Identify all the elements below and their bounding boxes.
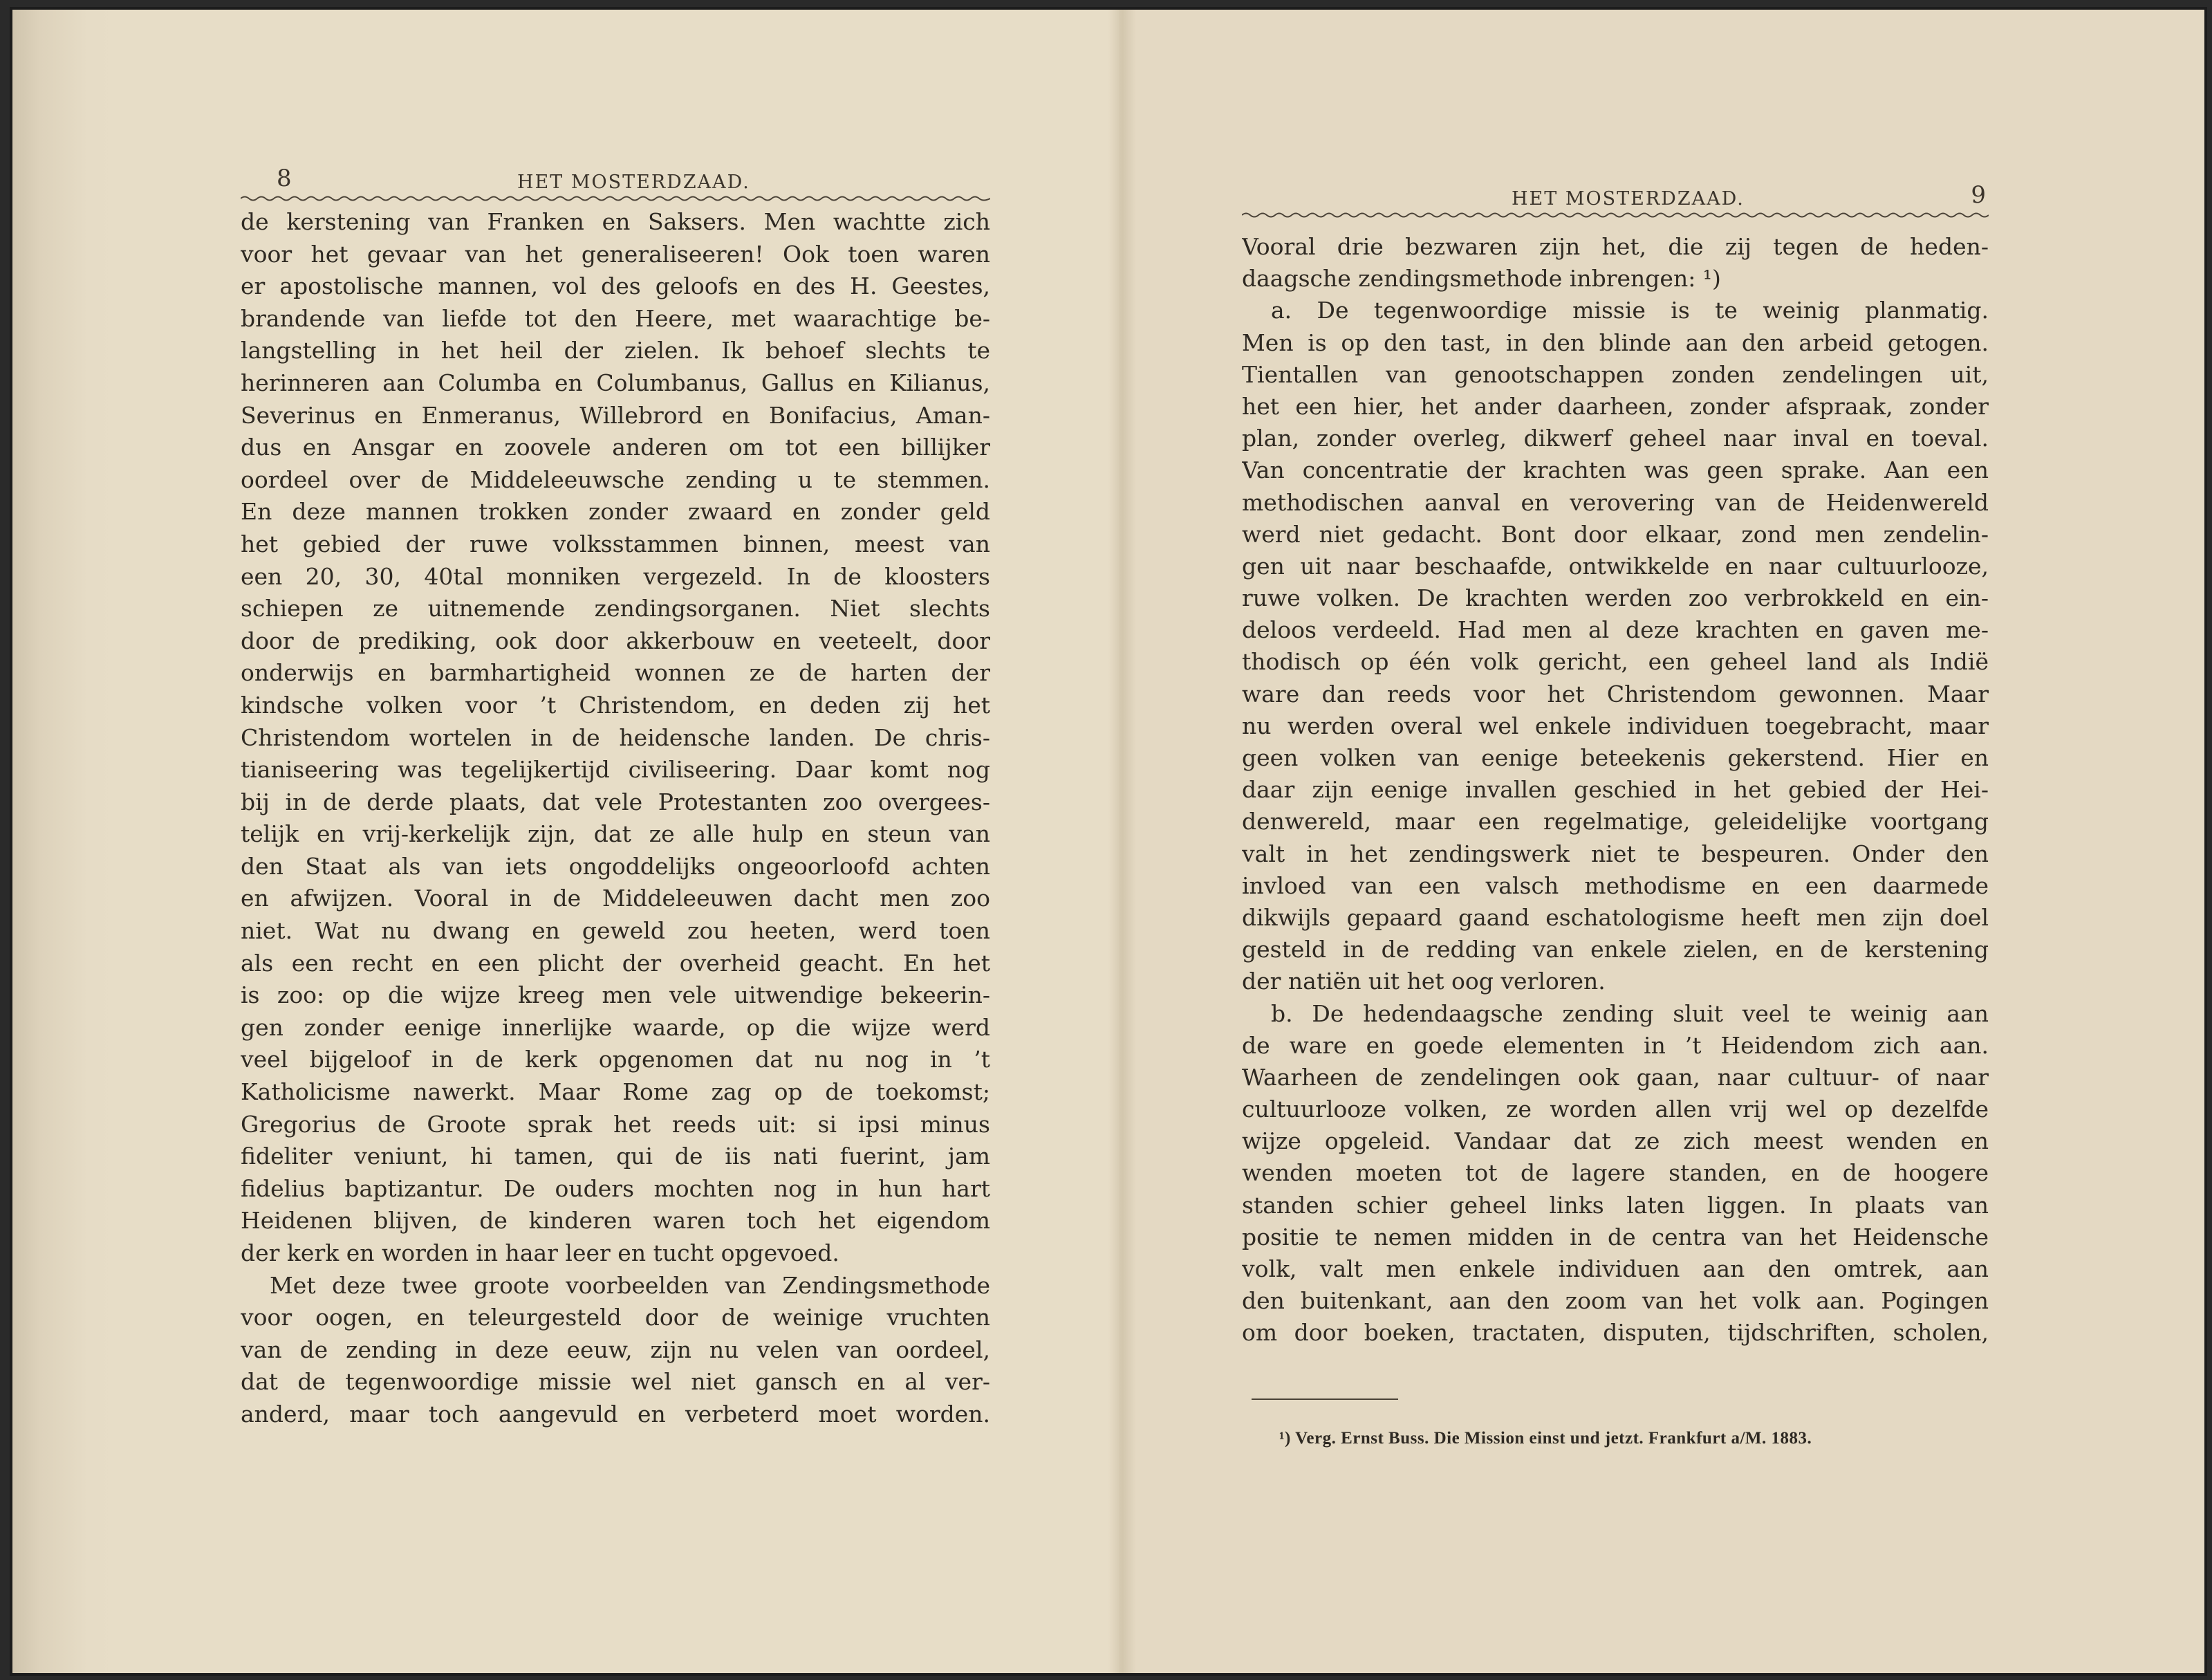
text-line: het gebied der ruwe volksstammen binnen, meest van: [241, 530, 990, 557]
page-number: 8: [277, 165, 292, 192]
text-line: bij in de derde plaats, dat vele Protestanten zoo overgees-: [241, 788, 990, 815]
text-line: gen uit naar beschaafde, ontwikkelde en naar cultuurlooze,: [1242, 552, 1989, 580]
text-line: oordeel over de Middeleeuwsche zending u te stemmen.: [241, 465, 990, 493]
text-line: dikwijls gepaard gaand eschatologisme heeft men zijn doel: [1242, 903, 1989, 931]
text-line: denwereld, maar een regelmatige, geleidelijke voortgang: [1242, 808, 1989, 836]
text-line: nu werden overal wel enkele individuen toegebracht, maar: [1242, 712, 1989, 739]
text-line: plan, zonder overleg, dikwerf geheel naar inval en toeval.: [1242, 425, 1989, 452]
text-line: schiepen ze uitnemende zendingsorganen. Niet slechts: [241, 595, 990, 622]
text-line: langstelling in het heil der zielen. Ik behoef slechts te: [241, 337, 990, 364]
text-line: cultuurlooze volken, ze worden allen vrij wel op dezelfde: [1242, 1096, 1989, 1123]
text-line: voor het gevaar van het generaliseeren! Ook toen waren: [241, 240, 990, 268]
text-line: Men is op den tast, in den blinde aan den arbeid getogen.: [1242, 329, 1989, 356]
text-line: den Staat als van iets ongoddelijks ongeoorloofd achten: [241, 852, 990, 880]
right-running-head: [1242, 181, 1989, 220]
text-line: de kerstening van Franken en Saksers. Men wachtte zich: [241, 208, 990, 235]
text-line: Gregorius de Groote sprak het reeds uit: si ipsi minus: [241, 1110, 990, 1138]
text-line: gesteld in de redding van enkele zielen, en de kerstening: [1242, 936, 1989, 963]
left-body-text: [241, 206, 990, 1431]
text-line: tianiseering was tegelijkertijd civiliseering. Daar komt nog: [241, 756, 990, 784]
text-line: invloed van een valsch methodisme en een daarmede: [1242, 871, 1989, 899]
text-line: anderd, maar toch aangevuld en verbeterd moet worden.: [241, 1400, 990, 1428]
text-line: Met deze twee groote voorbeelden van Zendingsmethode: [270, 1271, 990, 1299]
text-line: En deze mannen trokken zonder zwaard en zonder geld: [241, 498, 990, 526]
text-line: Heidenen blijven, de kinderen waren toch het eigendom: [241, 1207, 990, 1235]
text-line: om door boeken, tractaten, disputen, tijdschriften, scholen,: [1242, 1319, 1989, 1347]
text-line: methodischen aanval en verovering van de Heidenwereld: [1242, 488, 1989, 516]
text-line: gen zonder eenige innerlijke waarde, op die wijze werd: [241, 1013, 990, 1041]
text-line: fideliter veniunt, hi tamen, qui de iis nati fuerint, jam: [241, 1143, 990, 1170]
text-line: Waarheen de zendelingen ook gaan, naar cultuur- of naar: [1242, 1063, 1989, 1091]
text-line: is zoo: op die wijze kreeg men vele uitwendige bekeerin-: [241, 981, 990, 1009]
text-line: kindsche volken voor ’t Christendom, en deden zij het: [241, 691, 990, 719]
text-line: dat de tegenwoordige missie wel niet gansch en al ver-: [241, 1368, 990, 1396]
text-line: de ware en goede elementen in ’t Heidendom zich aan.: [1242, 1031, 1989, 1059]
text-line: een 20, 30, 40tal monniken vergezeld. In de kloosters: [241, 562, 990, 590]
text-line: standen schier geheel links laten liggen. In plaats van: [1242, 1191, 1989, 1219]
text-line: Severinus en Enmeranus, Willebrord en Bonifacius, Aman-: [241, 401, 990, 429]
footnote-rule: [1252, 1399, 1398, 1400]
text-line: der natiën uit het oog verloren.: [1242, 968, 1606, 995]
text-line: er apostolische mannen, vol des geloofs en des H. Geestes,: [241, 273, 990, 300]
left-page: [241, 165, 990, 1431]
text-line: geen volken van eenige beteekenis gekerstend. Hier en: [1242, 744, 1989, 771]
text-line: als een recht en een plicht der overheid geacht. En het: [241, 949, 990, 977]
text-line: werd niet gedacht. Bont door elkaar, zond men zendelin-: [1242, 520, 1989, 548]
text-line: herinneren aan Columba en Columbanus, Gallus en Kilianus,: [241, 369, 990, 396]
text-line: brandende van liefde tot den Heere, met waarachtige be-: [241, 304, 990, 332]
text-line: door de prediking, ook door akkerbouw en veeteelt, door: [241, 627, 990, 654]
text-line: deloos verdeeld. Had men al deze krachten en gaven me-: [1242, 616, 1989, 644]
text-line: wijze opgeleid. Vandaar dat ze zich meest wenden en: [1242, 1127, 1989, 1155]
text-line: Christendom wortelen in de heidensche landen. De chris-: [241, 723, 990, 751]
text-line: ruwe volken. De krachten werden zoo verbrokkeld en ein-: [1242, 584, 1989, 612]
running-head-title: HET MOSTERDZAAD.: [517, 172, 750, 193]
text-line: niet. Wat nu dwang en geweld zou heeten, werd toen: [241, 917, 990, 945]
text-line: a. De tegenwoordige missie is te weinig planmatig.: [1271, 297, 1989, 324]
text-line: volk, valt men enkele individuen aan den omtrek, aan: [1242, 1255, 1989, 1282]
decorative-rule: [1242, 212, 1989, 219]
footnote: ¹) Verg. Ernst Buss. Die Mission einst und jetzt. Frankfurt a/M. 1883.: [1279, 1429, 1812, 1448]
page-edge-shadow: [12, 10, 116, 1673]
text-line: ware dan reeds voor het Christendom gewonnen. Maar: [1242, 680, 1989, 708]
text-line: positie te nemen midden in de centra van het Heidensche: [1242, 1223, 1989, 1250]
text-line: van de zending in deze eeuw, zijn nu velen van oordeel,: [241, 1336, 990, 1363]
right-body-text: [1242, 231, 1989, 1349]
text-line: thodisch op één volk gericht, een geheel land als Indië: [1242, 648, 1989, 676]
text-line: Vooral drie bezwaren zijn het, die zij tegen de heden-: [1242, 233, 1989, 260]
text-line: daar zijn eenige invallen geschied in het gebied der Hei-: [1242, 776, 1989, 804]
text-line: veel bijgeloof in de kerk opgenomen dat nu nog in ’t: [241, 1046, 990, 1073]
text-line: b. De hedendaagsche zending sluit veel te weinig aan: [1271, 999, 1989, 1027]
right-page: [1242, 181, 1989, 1349]
text-line: en afwijzen. Vooral in de Middeleeuwen dacht men zoo: [241, 885, 990, 912]
running-head-title: HET MOSTERDZAAD.: [1512, 188, 1745, 210]
text-line: het een hier, het ander daarheen, zonder afspraak, zonder: [1242, 392, 1989, 420]
text-line: valt in het zendingswerk niet te bespeuren. Onder den: [1242, 840, 1989, 867]
text-line: Tientallen van genootschappen zonden zendelingen uit,: [1242, 360, 1989, 388]
text-line: fidelius baptizantur. De ouders mochten nog in hun hart: [241, 1174, 990, 1202]
page-number: 9: [1971, 181, 1986, 209]
decorative-rule: [241, 195, 990, 202]
text-line: wenden moeten tot de lagere standen, en de hoogere: [1242, 1159, 1989, 1187]
book-gutter: [1108, 10, 1136, 1673]
text-line: telijk en vrij-kerkelijk zijn, dat ze alle hulp en steun van: [241, 820, 990, 848]
text-line: voor oogen, en teleurgesteld door de weinige vruchten: [241, 1304, 990, 1331]
text-line: den buitenkant, aan den zoom van het volk aan. Pogingen: [1242, 1287, 1989, 1315]
left-running-head: [241, 165, 990, 203]
text-line: dus en Ansgar en zoovele anderen om tot een billijker: [241, 434, 990, 461]
text-line: der kerk en worden in haar leer en tucht opgevoed.: [241, 1239, 839, 1266]
text-line: onderwijs en barmhartigheid wonnen ze de harten der: [241, 659, 990, 687]
text-line: Van concentratie der krachten was geen sprake. Aan een: [1242, 456, 1989, 484]
text-line: Katholicisme nawerkt. Maar Rome zag op de toekomst;: [241, 1078, 990, 1106]
text-line: daagsche zendingsmethode inbrengen: ¹): [1242, 265, 1721, 293]
